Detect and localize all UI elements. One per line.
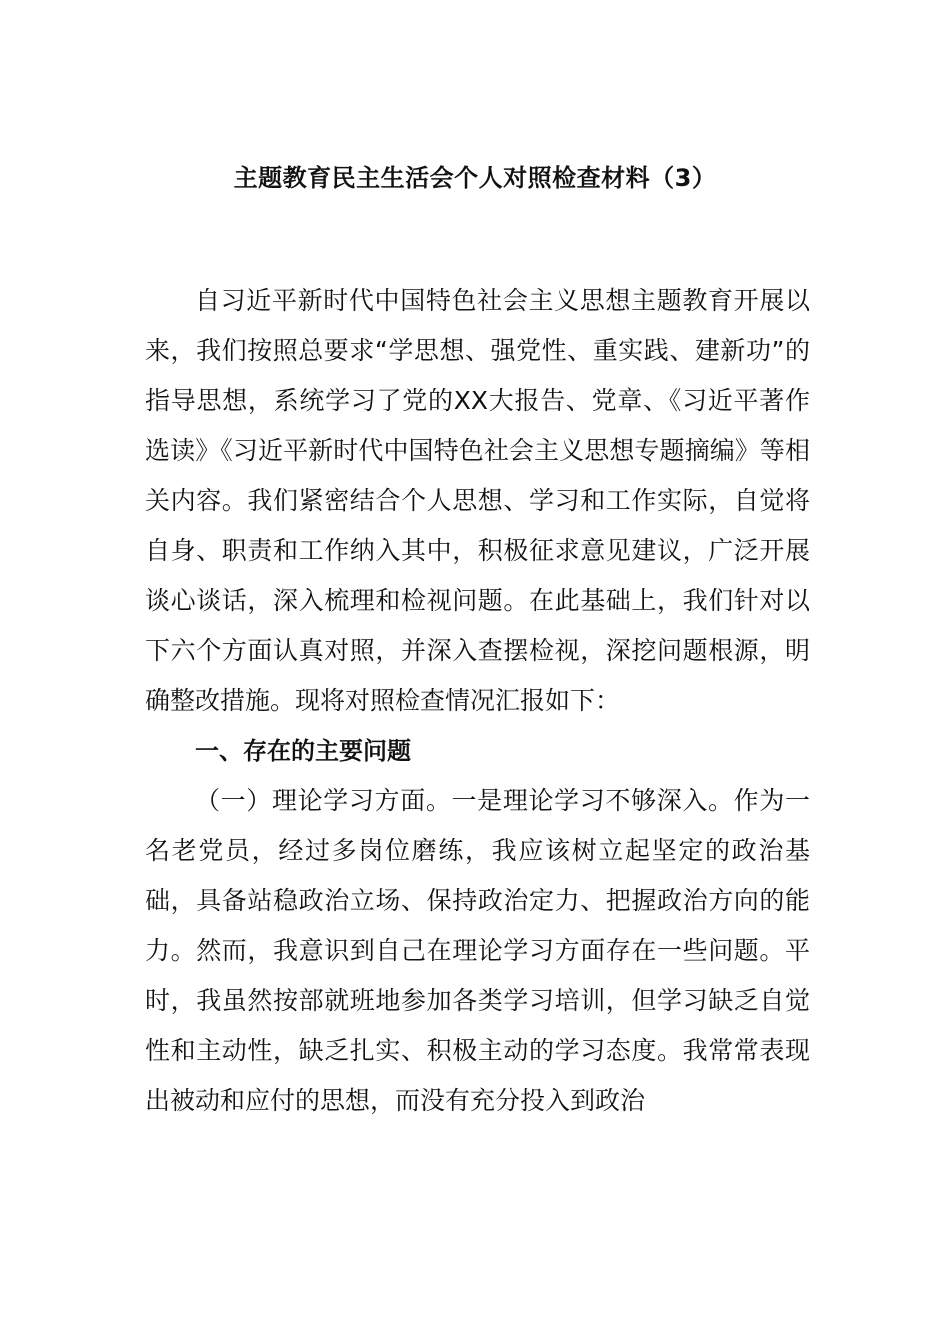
document-title: 主题教育民主生活会个人对照检查材料（3） [233,164,717,192]
section-heading: 一、存在的主要问题 [195,737,411,765]
section-paragraph: （一）理论学习方面。一是理论学习不够深入。作为一名老党员，经过多岗位磨练，我应该树立起坚定的政治基础，具备站稳政治立场、保持政治定力、把握政治方向的能力。然而，我意识到自己在理论学习方面存在一些问题。平时，我虽然按部就班地参加各类学习培训，但学习缺乏自觉性和主动性，缺乏扎实、积极主动的学习态度。我常常表现出被动和应付的思想，而没有充分投入到政治 [145,786,810,1115]
document-body [145,276,810,1126]
intro-paragraph: 自习近平新时代中国特色社会主义思想主题教育开展以来，我们按照总要求“学思想、强党性、重实践、建新功”的指导思想，系统学习了党的XX大报告、党章、《习近平著作选读》《习近平新时代中国特色社会主义思想专题摘编》等相关内容。我们紧密结合个人思想、学习和工作实际，自觉将自身、职责和工作纳入其中，积极征求意见建议，广泛开展谈心谈话，深入梳理和检视问题。在此基础上，我们针对以下六个方面认真对照，并深入查摆检视，深挖问题根源，明确整改措施。现将对照检查情况汇报如下： [145,286,810,715]
